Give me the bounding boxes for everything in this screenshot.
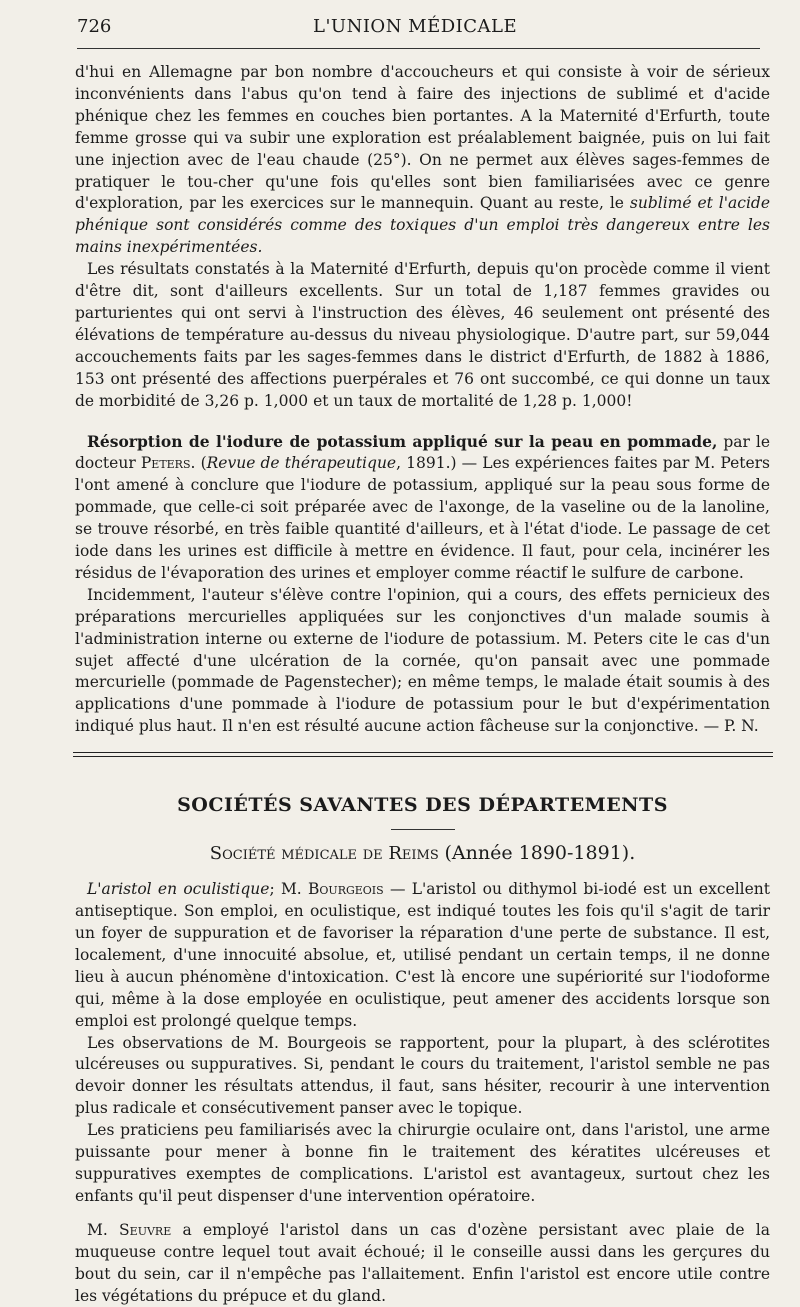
aristol-lead: L'aristol en oculistique [87, 880, 270, 899]
erfurth-italic-phrase: sublimé et l'acide phénique sont considérés [75, 194, 770, 235]
running-title: L'UNION MÉDICALE [313, 16, 518, 37]
aristol-paragraph-1: L'aristol en oculistique; M. Bourgeois — L'aristol ou dithymol bi-iodé est un excellent antiseptique. Son emploi, en oculistique, est indiqué toutes les fois qu'il s'agit de tarir un foyer de suppuration et de favoriser la réparation d'une perte de substance. Il est, localement, d'une innocuité absolue, et, utilisé pendant un certain temps, il ne donne lieu à aucun phénomène d'intoxication. C'est là encore une supériorité sur l'iodoforme qui, même à la dose employée en oculistique, peut amener des accidents lorsque son emploi est prolongé quelque temps. [75, 880, 770, 1030]
spacer [75, 413, 770, 431]
erfurth-paragraph-2: Les résultats constatés à la Maternité d'Erfurth, depuis qu'on procède comme il vient d'être dit, sont d'ailleurs excellents. Sur un total de 1,187 femmes gravides ou parturientes qui ont servi à l'instruction des élèves, 46 seulement ont présenté des élévations de température au-dessus du niveau physiologique. D'autre part, sur 59,044 accouchements faits par les sages-femmes dans le district d'Erfurth, de 1882 à 1886, 153 ont présenté des affections puerpérales et 76 ont succombé, ce qui donne un taux de morbidité de 3,26 p. 1,000 et un taux de mortalité de 1,28 p. 1,000! [75, 260, 770, 410]
erfurth-paragraph-1: d'hui en Allemagne par bon nombre d'accoucheurs et qui consiste à voir de sérieux inconvénients dans l'abus qu'on tend à faire des injections de sublimé et d'acide phénique chez les femmes en couches bien portantes. A la Maternité d'Erfurth, toute femme grosse qui va subir une exploration est préalablement baignée, puis on lui fait une injection avec de l'eau chaude (25°). On ne permet aux élèves sages-femmes de pratiquer le tou-cher qu'une fois qu'elles sont bien familiarisées avec ce genre d'exploration, par les exercices sur le mannequin. Quant au reste, le sublimé et l'acide phénique sont considérés comme des toxiques d'un emploi très dangereux entre les mains inexpérimentées. [75, 63, 771, 257]
page-header [77, 16, 760, 42]
iodure-paragraph-1: Résorption de l'iodure de potassium appliqué sur la peau en pommade, par le docteur Peters. (Revue de thérapeutique, 1891.) — Les expériences faites par M. Peters l'ont amené à conclure que l'iodure de potassium, appliqué sur la peau sous forme de pommade, que celle-ci soit préparée avec de l'axonge, de la vaseline ou de la lanoline, se trouve résorbé, en très faible quantité d'ailleurs, et à l'état d'iode. Le passage de cet iode dans les urines est difficile à mettre en évidence. Il faut, pour cela, incinérer les résidus de l'évaporation des urines et employer comme réactif le sulfure de carbone. [75, 431, 771, 582]
iodure-author: Peters [140, 454, 191, 473]
aristol-paragraph-2: Les observations de M. Bourgeois se rapportent, pour la plupart, à des sclérotites ulcéreuses ou suppuratives. Si, pendant le cours du traitement, l'aristol semble ne pas devoir donner les résultats attendus, il faut, sans hésiter, recourir à une intervention plus radicale et consécutivement panser avec le topique. [75, 1033, 770, 1118]
iodure-title: Résorption de l'iodure de potassium appliqué sur la peau en pommade, [87, 431, 718, 451]
iodure-paragraph-2: Incidemment, l'auteur s'élève contre l'opinion, qui a cours, des effets pernicieux des préparations mercurielles appliquées sur les conjonctives d'un malade soumis à l'administration interne ou externe de l'iodure de potassium. M. Peters cite le cas d'un sujet affecté d'une ulcération de la cornée, qu'on pansait avec une pommade mercurielle (pommade de Pagenstecher); en même temps, le malade était soumis à des applications d'une pommade à l'iodure de potassium pour le but d'expérimentation indiqué plus haut. Il n'en est résulté aucune action fâcheuse sur la conjonctive. — P. N. [75, 585, 770, 736]
aristol-paragraph-3: Les praticiens peu familiarisés avec la chirurgie oculaire ont, dans l'aristol, une arme puissante pour mener à bonne fin le traitement des kératites ulcéreuses et suppuratives exemptes de complications. L'aristol est avantageux, surtout chez les enfants qu'il peut dispenser d'une intervention opératoire. [75, 1121, 770, 1205]
header-rule [77, 48, 760, 49]
spacer [75, 738, 770, 752]
iodure-source: Revue de thérapeutique [206, 454, 397, 473]
section-title: SOCIÉTÉS SAVANTES DES DÉPARTEMENTS [177, 794, 668, 817]
society-subtitle: Société médicale de Reims (Année 1890-1891). [209, 842, 636, 865]
section-divider [73, 752, 773, 757]
spacer [75, 1208, 770, 1220]
erfurth-italic-phrase-2: comme des toxiques d'un emploi très dangereux entre les mains inexpérimentées. [75, 216, 770, 257]
seuvre-author: Seuvre [119, 1220, 172, 1239]
page-number: 726 [77, 16, 112, 37]
seuvre-paragraph: M. Seuvre a employé l'aristol dans un cas d'ozène persistant avec plaie de la muqueuse contre lequel tout avait échoué; il le conseille aussi dans les gerçures du bout du sein, car il n'empêche pas l'allaitement. Enfin l'aristol est encore utile contre les végétations du prépuce et du gland. [75, 1220, 770, 1305]
page-body [75, 62, 770, 1307]
spacer [75, 867, 770, 879]
aristol-author: Bourgeois [308, 880, 384, 899]
title-rule [391, 829, 455, 830]
